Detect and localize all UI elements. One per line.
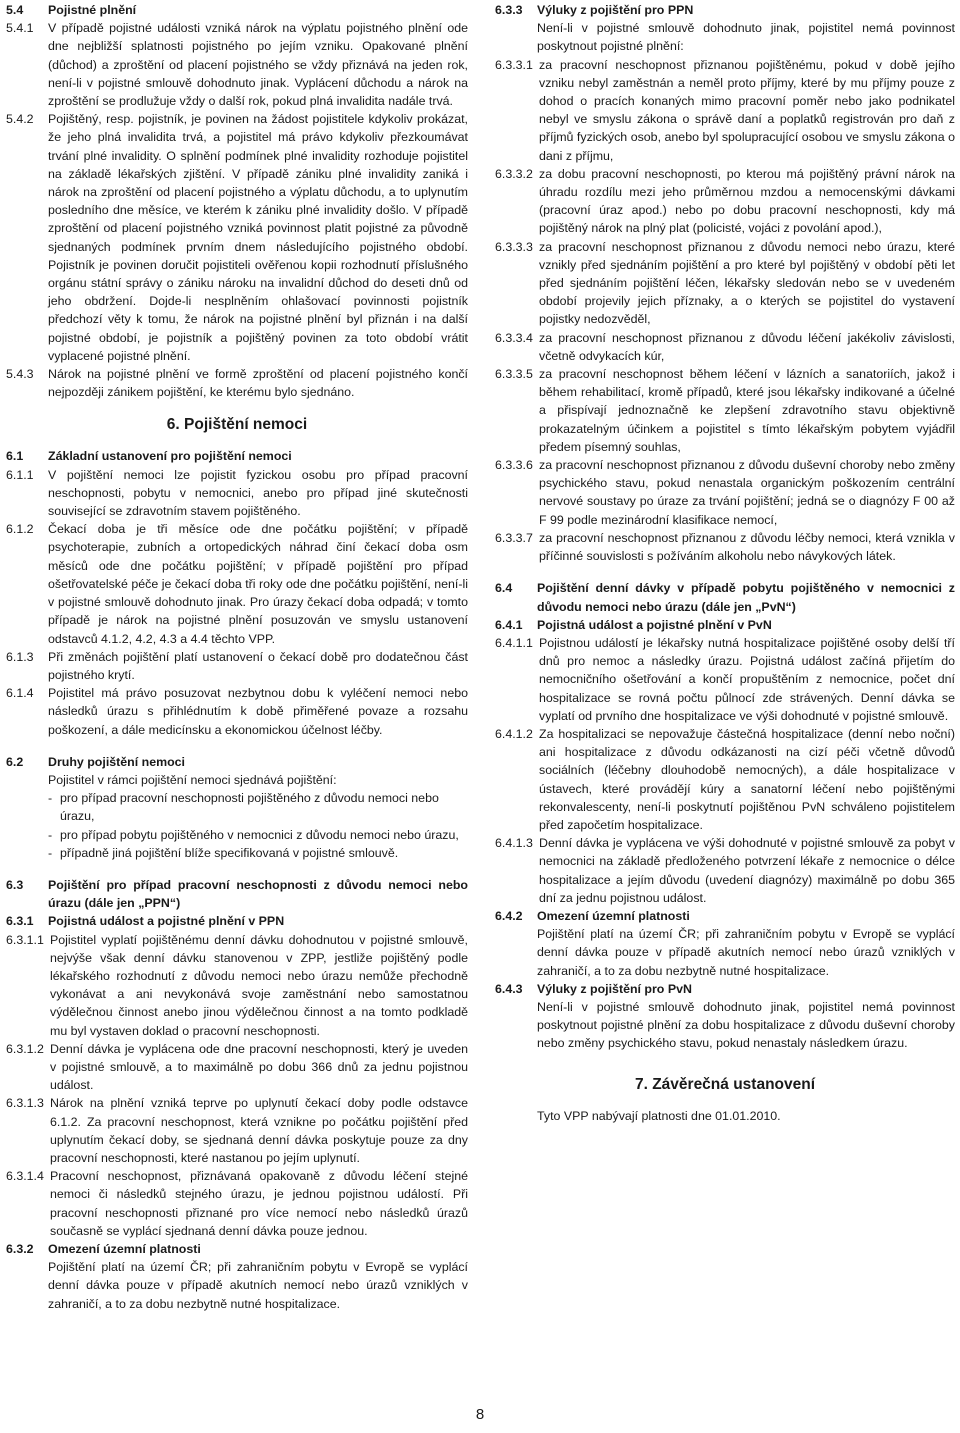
- section-number: 6.2: [6, 754, 24, 769]
- section-number: 5.4: [6, 3, 24, 17]
- paragraph-number: 5.4.1: [6, 21, 34, 36]
- paragraph: [495, 725, 955, 834]
- subsection-heading: [6, 1240, 468, 1258]
- section-title: Výluky z pojištění pro PPN: [537, 3, 694, 17]
- paragraph: [6, 1167, 468, 1240]
- paragraph-number: 6.3.3.7: [495, 530, 533, 545]
- list-item-text: pro případ pobytu pojištěného v nemocnici z důvodu nemoci nebo úrazu,: [60, 827, 459, 842]
- paragraph-text: za pracovní neschopnost přiznanou z důvodu nemoci nebo úrazu, které vznikly před sjednáním pojištění a pro které byl pojištěný v období pěti let před sjednáním pojištění léčen, lékařsky sledován nebo se v uvedeném období projevily jejich příznaky, a o kterých se pojistitel do vystavení pojistky nedozvěděl,: [539, 239, 955, 327]
- right-column: [495, 1, 955, 1125]
- paragraph-number: 6.4.1.1: [495, 635, 533, 650]
- paragraph-number: 6.1.4: [6, 686, 34, 701]
- dash-bullet: -: [48, 791, 53, 806]
- paragraph-text: za pracovní neschopnost přiznanou z důvodu léčení jakékoliv závislosti, včetně odvykacích kúr,: [539, 330, 955, 363]
- paragraph: [6, 466, 468, 521]
- spacer: [6, 739, 468, 753]
- paragraph-number: 6.4.1.3: [495, 836, 533, 851]
- section-title: Základní ustanovení pro pojištění nemoci: [48, 449, 292, 464]
- section-number: 6.4: [495, 581, 513, 596]
- paragraph-text: Pracovní neschopnost, přiznávaná opakovaně z důvodu léčení stejné nemoci či následků stejného úrazu, je jednou pojistnou událostí. Při pracovní neschopnosti přiznané pro více nemocí nebo následků úrazů současně se vyplácí sjednaná denní dávka pouze jednou.: [50, 1169, 468, 1238]
- section-title: Pojistná událost a pojistné plnění v PPN: [48, 914, 285, 929]
- paragraph-number: 5.4.2: [6, 112, 34, 127]
- paragraph-number: 6.4.1.2: [495, 726, 533, 741]
- chapter-heading: 7. Závěrečná ustanovení: [634, 1075, 816, 1093]
- subsection-heading: [495, 980, 955, 998]
- paragraph-text: za pracovní neschopnost přiznanou pojištěnému, pokud v době jejího vzniku nebyl zaměstnán a neměl proto příjmy, které by mu příjmy pouze z dohod o pracích konaných mimo pracovní poměr nebo jako podnikatel nebyl ve smyslu zákona o správě daní a poplatků registrován pro daň z příjmů fyzických osob, anebo byl spolupracující osobou ve smyslu zákona o dani z příjmu,: [539, 57, 955, 163]
- paragraph-text: za pracovní neschopnost přiznanou z důvodu duševní choroby nebo změny psychického stavu, pokud nenastala organickým poškozením centrální nervové soustavy po úraze za trvání pojištění; jedná se o diagnózy F 00 až F 99 podle mezinárodní klasifikace nemocí,: [539, 458, 955, 527]
- section-title: Druhy pojištění nemoci: [48, 754, 186, 769]
- section-heading: [6, 447, 468, 465]
- paragraph-text: Pojistitel má právo posuzovat nezbytnou dobu k vyléčení nemoci nebo následků úrazu s přihlédnutím k době přiměřené povaze a rozsahu poškození, a dále medicínsku a ekonomickou účelnost léčby.: [48, 686, 468, 737]
- paragraph-number: 6.3.3.1: [495, 57, 533, 72]
- paragraph: [6, 684, 468, 739]
- paragraph-text: Pojistitel vyplatí pojištěnému denní dávku dohodnutou v pojistné smlouvě, nejvýše však denní dávku stanovenou v ZPP, jestliže pojištěný podle lékařského rozhodnutí z důvodu nemoci nebo úrazu nemůže přechodně vykonávat a ani nevykonává svoje zaměstnání nebo samostatnou výdělečnou činnost anebo jinou výdělečnou činnost a na tomto podkladě mu byl vystaven doklad o pracovní neschopnosti.: [50, 932, 468, 1038]
- section-number: 6.3.1: [6, 914, 34, 929]
- paragraph: [6, 520, 468, 647]
- subsection-heading: [495, 1, 955, 19]
- section-heading: [6, 1, 468, 19]
- paragraph-text: za pracovní neschopnost přiznanou z důvodu léčby nemoci, která vznikla v příčinné souvislosti s požíváním alkoholu nebo návykových látek.: [539, 530, 955, 564]
- closing-statement: Tyto VPP nabývají platnosti dne 01.01.2010.: [537, 1108, 781, 1123]
- exclusion-item: [495, 529, 955, 565]
- paragraph-text: Za hospitalizaci se nepovažuje částečná hospitalizace (denní nebo noční) ani hospitalizace z důvodu odkázanosti na cizí péči včetně důvodů sociálních (léčebny dlouhodobě nemocných), a dále hospitalizace v ústavech, které provádějí kúry a sanatorní léčení nebo pojištěnými rekonvalescenty, není-li poskytnutí pojištěnou PvN schváleno pojistitelem před započetím hospitalizace.: [539, 726, 955, 832]
- paragraph-text: V případě pojistné události vzniká nárok na výplatu pojistného plnění ode dne nejbližší splatnosti pojistného po jejím vzniku. Opakované plnění (důchod) a zproštění od placení pojistného se vždy přiznává na jeden rok, není-li v pojistné smlouvě dohodnuto jinak. Vyplácení důchodu a nárok na zproštění se prodlužuje vždy o další rok, pokud plná invalidita nadále trvá.: [48, 21, 468, 109]
- paragraph-number: 6.3.1.2: [6, 1041, 44, 1056]
- paragraph-number: 6.3.3.2: [495, 166, 533, 181]
- list-item: [6, 826, 468, 844]
- list-item: [6, 789, 468, 825]
- subsection-heading: [495, 907, 955, 925]
- paragraph: [6, 1094, 468, 1167]
- section-number: 6.3.2: [6, 1242, 34, 1256]
- paragraph-number: 6.3.1.3: [6, 1096, 44, 1111]
- left-column: [6, 1, 468, 1313]
- paragraph-text: Nárok na plnění vzniká teprve po uplynutí čekací doby podle odstavce 6.1.2. Za pracovní neschopnost, která vznikne po počátku pojištění před uplynutím čekací doby, se sjednaná denní dávka poskytuje pouze za dny pracovní neschopnosti, které nastanou po jejím uplynutí.: [50, 1096, 468, 1165]
- paragraph-number: 6.3.3.3: [495, 239, 533, 254]
- paragraph-text: Čekací doba je tři měsíce ode dne počátku pojištění; v případě psychoterapie, zubních a ortopedických náhrad činí čekací doba osm měsíců ode dne počátku pojištění; v případě pojištění pro případ ošetřovatelské péče je čekací doba tři roky ode dne počátku pojištění, není-li v pojistné smlouvě dohodnuto jinak. Pro úrazy čekací doba odpadá; v tomto případě je nárok na pojistné plnění posuzován ve smyslu ustanovení odstavců 4.1.2, 4.2, 4.3 a 4.4 těchto VPP.: [48, 522, 468, 646]
- section-number: 6.1: [6, 449, 24, 464]
- paragraph-number: 6.3.1.4: [6, 1169, 44, 1184]
- section-title: Pojištění denní dávky v případě pobytu pojištěného v nemocnici z důvodu nemoci nebo úrazu (dále jen „PvN“): [537, 581, 955, 614]
- paragraph: [6, 19, 468, 110]
- exclusion-item: [495, 329, 955, 365]
- section-title: Omezení územní platnosti: [537, 908, 690, 923]
- paragraph-text: Pojištění platí na území ČR; při zahraničním pobytu v Evropě se vyplácí denní dávka pouze v případě akutních nemocí nebo úrazů vzniklých v zahraničí, a to za dobu nezbytně nutné hospitalizace.: [537, 927, 955, 978]
- exclusion-item: [495, 165, 955, 238]
- section-number: 6.4.3: [495, 981, 523, 996]
- paragraph-number: 6.3.3.6: [495, 458, 533, 473]
- spacer: [6, 862, 468, 876]
- paragraph-number: 6.3.1.1: [6, 932, 44, 947]
- paragraph: [495, 634, 955, 725]
- paragraph-text: Při změnách pojištění platí ustanovení o čekací době pro dodatečnou část pojistného krytí.: [48, 649, 468, 682]
- paragraph-text: Denní dávka je vyplácena ode dne pracovní neschopnosti, který je uveden v pojistné smlouvě, a to maximálně po dobu 366 dnů za jednu pojistnou událost.: [50, 1041, 468, 1093]
- subsection-heading: [495, 616, 955, 634]
- dash-bullet: -: [48, 827, 53, 842]
- paragraph: [495, 834, 955, 907]
- exclusion-item: [495, 456, 955, 529]
- section-title: Výluky z pojištění pro PvN: [537, 981, 692, 996]
- paragraph-text: V pojištění nemoci lze pojistit fyzickou osobu pro případ pracovní neschopnosti, pobytu v nemocnici, anebo pro případ jiné skutečnosti související se zdravotním stavem pojištěného.: [48, 467, 468, 519]
- section-title: Omezení územní platnosti: [48, 1242, 201, 1256]
- section-heading: [495, 579, 955, 615]
- paragraph: [6, 365, 468, 401]
- paragraph-text: Není-li v pojistné smlouvě dohodnuto jinak, pojistitel nemá povinnost poskytnout pojistné plnění za dobu hospitalizace z důvodu duševní choroby nebo změny psychického stavu, pokud nenastaly následkem úrazu.: [537, 999, 955, 1051]
- list-item-text: pro případ pracovní neschopnosti pojištěného z důvodu nemoci nebo úrazu,: [60, 791, 439, 824]
- list-item: [6, 844, 468, 862]
- paragraph-number: 5.4.3: [6, 367, 34, 382]
- paragraph-number: 6.1.2: [6, 522, 34, 537]
- paragraph-number: 6.1.3: [6, 649, 34, 664]
- paragraph-text: za pracovní neschopnost během léčení v lázních a sanatoriích, jakož i během rehabilitací, kromě případů, které jsou lékařsky indikované a účelné a přispívají jednoznačně ke zlepšení zdravotního stavu objektivně prokazatelným účinkem a pojistitel s tímto lékařským pobytem vyjádřil předem písemný souhlas,: [539, 367, 955, 454]
- paragraph-text: Pojištěný, resp. pojistník, je povinen na žádost pojistitele kdykoliv prokázat, že jeho plná invalidita trvá, a pojistitel má právo kdykoliv přezkoumávat trvání plné invalidity. O splnění podmínek plné invalidity rozhoduje pojistitel na základě lékařských zjištění. V případě zániku plné invalidity zaniká i nárok na zproštění od placení pojistného a výplatu důchodu, a to uplynutím posledního dne měsíce, ve kterém k zániku plné invalidity došlo. V případě zproštění od placení pojistného vzniká povinnost platit pojistné za původně sjednaných podmínek prvním dnem následujícího pojistného období. Pojistník je povinen doručit pojistiteli ověřenou kopii rozhodnutí příslušného orgánu státní správy o zániku nároku na invalidní důchod do deseti dnů od jeho obdržení. Dojde-li nesplněním ohlašovací povinnosti pojistník předchozí věty k tomu, že nárok na pojistné plnění byl přiznán i na další pojistné období, je pojistník a pojištěný povinen za toto období vrátit vyplacené pojistné plnění.: [48, 112, 468, 363]
- paragraph-number: 6.3.3.4: [495, 330, 533, 345]
- paragraph: [6, 931, 468, 1040]
- list-item-text: případně jiná pojištění blíže specifikovaná v pojistné smlouvě.: [60, 845, 399, 860]
- paragraph-text: Pojistnou událostí je lékařsky nutná hospitalizace pojištěné osoby delší tří dnů pro nemoc a následky úrazu. Pojistná událost začíná přijetím do nemocničního ošetřování a končí propuštěním z nemocnice, počet dní hospitalizace se rovná počtu půlnocí zde strávených. Denní dávka se vyplatí od prvního dne hospitalizace ve výši dohodnuté v pojistné smlouvě.: [539, 635, 955, 723]
- section-title: Pojistná událost a pojistné plnění v PvN: [537, 617, 772, 632]
- paragraph-number: 6.1.1: [6, 467, 34, 482]
- section-heading: [6, 876, 468, 912]
- paragraph-text: Není-li v pojistné smlouvě dohodnuto jinak, pojistitel nemá povinnost poskytnout pojistné plnění:: [537, 21, 955, 54]
- section-number: 6.4.1: [495, 617, 523, 632]
- section-number: 6.4.2: [495, 908, 523, 923]
- paragraph-text: Nárok na pojistné plnění ve formě zproštění od placení pojistného končí nejpozději zánikem pojištění, ke kterému bylo sjednáno.: [48, 367, 468, 400]
- section-number: 6.3: [6, 877, 24, 892]
- chapter-heading: 6. Pojištění nemoci: [166, 416, 308, 434]
- paragraph-text: za dobu pracovní neschopnosti, po kterou má pojištěný právní nárok na úhradu rozdílu mezi jeho průměrnou mzdou a nemocenskými dávkami (pracovní úraz apod.) nebo po dobu pracovní neschopnosti, kdy má pojištěný nárok na plný plat (policisté, vojáci z povolání apod.),: [539, 166, 955, 236]
- subsection-heading: [6, 912, 468, 930]
- spacer: [495, 565, 955, 579]
- dash-bullet: -: [48, 845, 53, 860]
- paragraph-text: Denní dávka je vyplácena ve výši dohodnuté v pojistné smlouvě za pobyt v nemocnici na základě předloženého potvrzení lékaře z nemocnice o délce hospitalizace a jejím důvodu (uvedení diagnózy) maximálně po dobu 365 dní za jednu pojistnou událost.: [539, 836, 955, 905]
- paragraph-text: Pojistitel v rámci pojištění nemoci sjednává pojištění:: [48, 772, 337, 787]
- section-title: Pojištění pro případ pracovní neschopnosti z důvodu nemoci nebo úrazu (dále jen „PPN“): [48, 877, 468, 911]
- page-number: 8: [475, 1406, 485, 1423]
- paragraph: [6, 110, 468, 365]
- section-number: 6.3.3: [495, 3, 523, 17]
- paragraph: [6, 648, 468, 684]
- section-heading: [6, 753, 468, 771]
- paragraph: [6, 1040, 468, 1095]
- paragraph-text: Pojištění platí na území ČR; při zahraničním pobytu v Evropě se vyplácí denní dávka pouze v případě akutních nemocí nebo úrazů vzniklých v zahraničí, a to za dobu nezbytně nutné hospitalizace.: [48, 1260, 468, 1311]
- section-title: Pojistné plnění: [48, 3, 137, 17]
- paragraph-number: 6.3.3.5: [495, 367, 533, 382]
- exclusion-item: [495, 238, 955, 329]
- exclusion-item: [495, 365, 955, 456]
- exclusion-item: [495, 56, 955, 165]
